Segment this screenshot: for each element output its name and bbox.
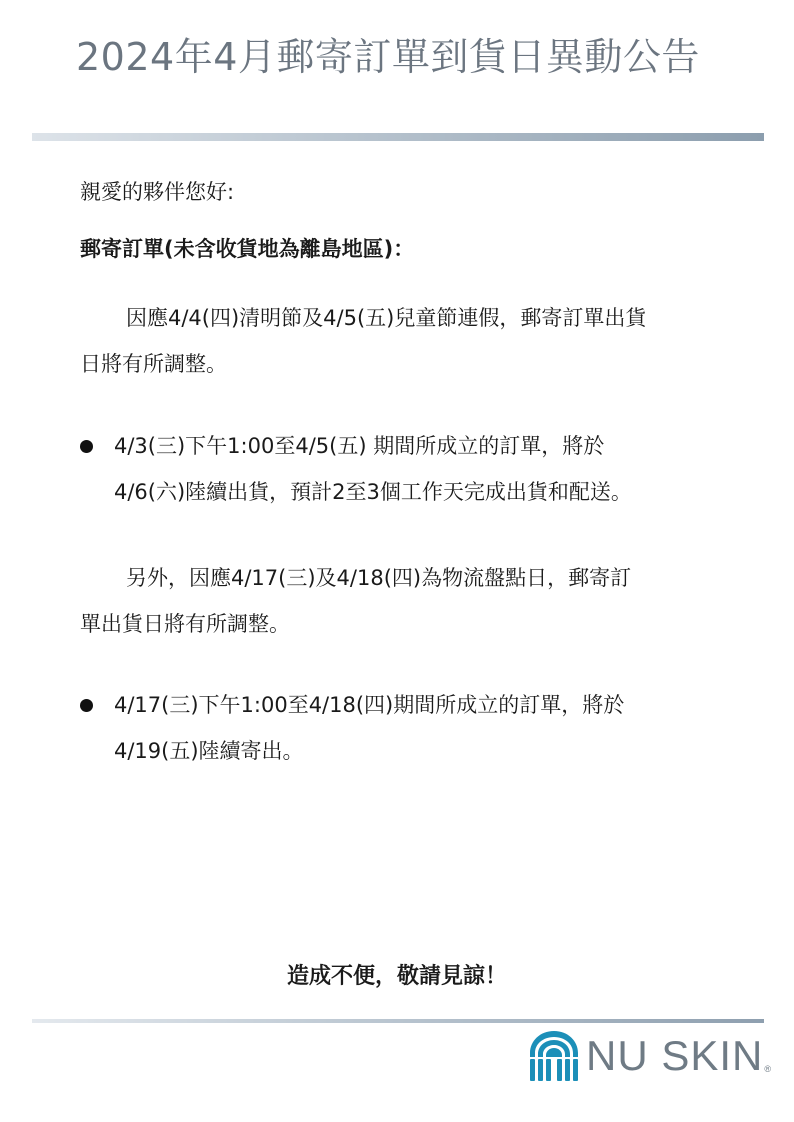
header-divider (32, 133, 764, 141)
bullet-line: 4/3(三)下午1:00至4/5(五) 期間所成立的訂單，將於 (114, 434, 605, 458)
bullet-line: 4/19(五)陸續寄出。 (114, 739, 304, 763)
bullet-line: 4/17(三)下午1:00至4/18(四)期間所成立的訂單，將於 (114, 693, 625, 717)
paragraph-holiday-notice (80, 295, 646, 387)
nu-skin-logo-mark-icon (528, 1029, 580, 1083)
bullet-line: 4/6(六)陸續出貨，預計2至3個工作天完成出貨和配送。 (114, 480, 632, 504)
logo-wordmark: NU SKIN (586, 1032, 764, 1079)
closing-apology: 造成不便，敬請見諒！ (286, 964, 507, 989)
bullet-item-inventory-orders (80, 682, 624, 774)
bullet-icon (80, 440, 93, 453)
paragraph-inventory-notice (80, 555, 631, 647)
bullet-item-holiday-orders (80, 423, 632, 515)
greeting: 親愛的夥伴您好: (80, 180, 235, 204)
registered-mark: ® (764, 1064, 771, 1074)
nu-skin-logo (528, 1028, 771, 1084)
page-title: 2024年4月郵寄訂單到貨日異動公告 (76, 35, 700, 79)
paragraph-line: 單出貨日將有所調整。 (80, 612, 290, 636)
bullet-icon (80, 699, 93, 712)
paragraph-line: 因應4/4(四)清明節及4/5(五)兒童節連假，郵寄訂單出貨 (126, 306, 647, 330)
section-heading: 郵寄訂單(未含收貨地為離島地區)： (80, 237, 415, 261)
paragraph-line: 另外，因應4/17(三)及4/18(四)為物流盤點日，郵寄訂 (126, 566, 632, 590)
paragraph-line: 日將有所調整。 (80, 352, 227, 376)
footer-divider (32, 1019, 764, 1023)
